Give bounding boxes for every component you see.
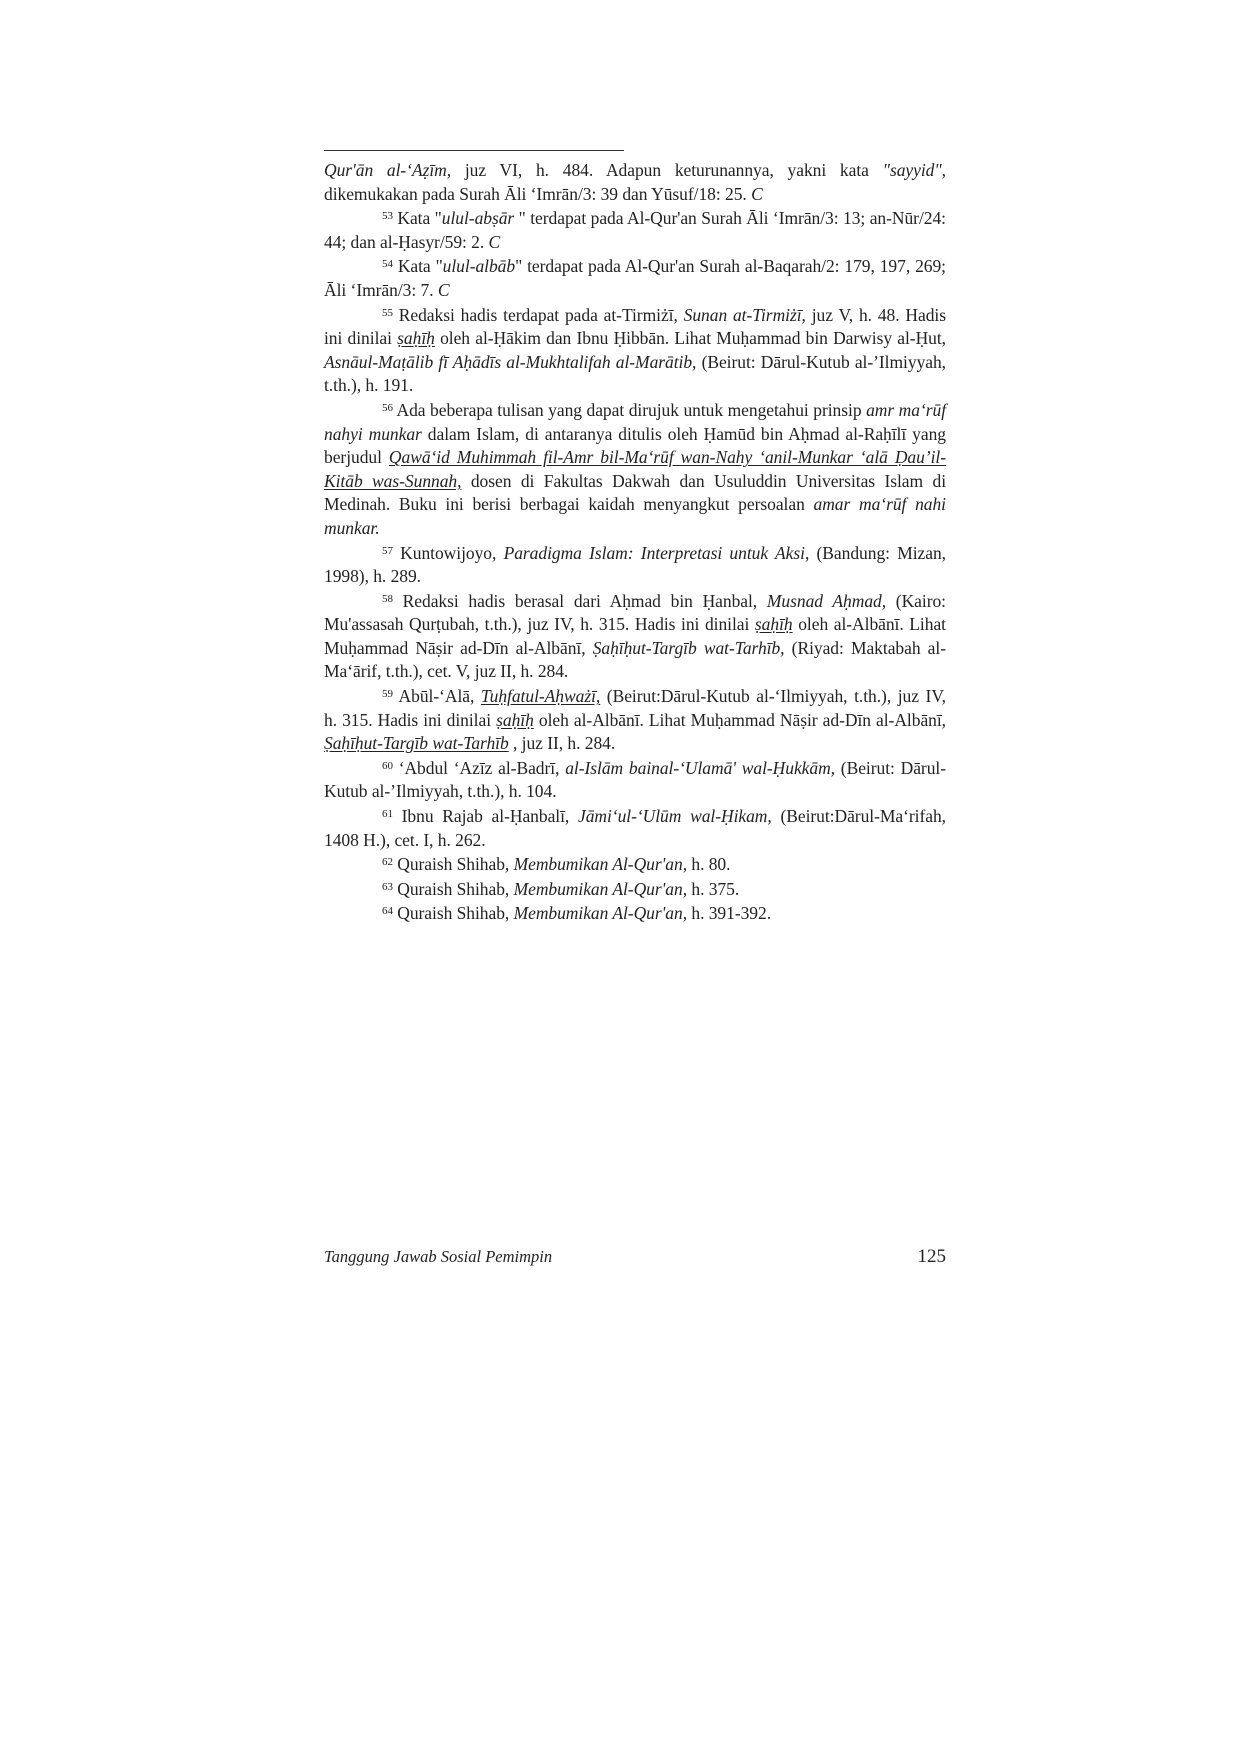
- footnote-number: 64: [382, 905, 393, 918]
- footnote-60: $^{60}$ ‘Abdul ‘Azīz al-Badrī, al-Islām bainal-‘Ulamā' wal-Ḥukkām, (Beirut: Dārul-Kutub al-’Ilmiyyah, t.th.), h. 104.: [324, 757, 946, 802]
- footnote-number: 60: [382, 759, 393, 772]
- footnote-separator: [324, 150, 624, 151]
- footnote-number: 62: [382, 856, 393, 869]
- footnote-number: 56: [382, 401, 393, 414]
- footnote-55: $^{55}$ Redaksi hadis terdapat pada at-Tirmiżī, Sunan at-Tirmiżī, juz V, h. 48. Hadis ini dinilai ṣaḥīḥ oleh al-Ḥākim dan Ibnu Ḥibbān. Lihat Muḥammad bin Darwisy al-Ḥut, Asnāul-Maṭālib fī Aḥādīs al-Mukhtalifah al-Marātib, (Beirut: Dārul-Kutub al-’Ilmiyyah, t.th.), h. 191.: [324, 304, 947, 396]
- footnote-number: 57: [382, 544, 393, 557]
- footnote-number: 58: [382, 592, 393, 605]
- footnote-64: $^{64}$ Quraish Shihab, Membumikan Al-Qur'an, h. 391-392.: [382, 903, 772, 924]
- footnote-63: $^{63}$ Quraish Shihab, Membumikan Al-Qur'an, h. 375.: [382, 878, 740, 899]
- footnote-62: $^{62}$ Quraish Shihab, Membumikan Al-Qur'an, h. 80.: [382, 854, 731, 875]
- footnote-number: 61: [382, 808, 393, 821]
- footnote-61: $^{61}$ Ibnu Rajab al-Ḥanbalī, Jāmi‘ul-‘Ulūm wal-Ḥikam, (Beirut:Dārul-Ma‘rifah, 1408 H.), cet. I, h. 262.: [324, 806, 946, 850]
- footnote-54: $^{54}$ Kata "ulul-albāb" terdapat pada Al-Qur'an Surah al-Baqarah/2: 179, 197, 269; Āli ‘Imrān/3: 7. C: [324, 256, 946, 300]
- footnote-number: 55: [382, 306, 393, 319]
- footnote-59: $^{59}$ Abūl-‘Alā, Tuḥfatul-Aḥważī, (Beirut:Dārul-Kutub al-‘Ilmiyyah, t.th.), juz IV, h. 315. Hadis ini dinilai ṣaḥīḥ oleh al-Albānī. Lihat Muḥammad Nāṣir ad-Dīn al-Albānī, Ṣaḥīḥut-Targīb wat-Tarhīb , juz II, h. 284.: [324, 686, 946, 754]
- footnote-58: $^{58}$ Redaksi hadis berasal dari Aḥmad bin Ḥanbal, Musnad Aḥmad, (Kairo: Mu'assasah Qurṭubah, t.th.), juz IV, h. 315. Hadis ini dinilai ṣaḥīḥ oleh al-Albānī. Lihat Muḥammad Nāṣir ad-Dīn al-Albānī, Ṣaḥīḥut-Targīb wat-Tarhīb, (Riyad: Maktabah al-Ma‘ārif, t.th.), cet. V, juz II, h. 284.: [324, 590, 946, 682]
- footnotes-section: [324, 150, 946, 926]
- footnote-number: 63: [382, 880, 393, 893]
- footnote-57: $^{57}$ Kuntowijoyo, Paradigma Islam: Interpretasi untuk Aksi, (Bandung: Mizan, 1998), h. 289.: [324, 542, 946, 587]
- footnote-number: 54: [382, 258, 393, 271]
- page-footer: [324, 1246, 946, 1268]
- footnote-continuation: Qur'ān al-‘Aẓīm, juz VI, h. 484. Adapun keturunannya, yakni kata "sayyid", dikemukakan pada Surah Āli ‘Imrān/3: 39 dan Yūsuf/18: 25. C: [324, 160, 946, 204]
- page-number: 125: [917, 1246, 946, 1267]
- footnote-number: 59: [382, 688, 393, 701]
- footnote-number: 53: [382, 210, 393, 223]
- running-title: Tanggung Jawab Sosial Pemimpin: [324, 1247, 553, 1266]
- footnote-56: $^{56}$ Ada beberapa tulisan yang dapat dirujuk untuk mengetahui prinsip amr ma‘rūf nahyi munkar dalam Islam, di antaranya ditulis oleh Ḥamūd bin Aḥmad al-Raḥīlī yang berjudul Qawā‘id Muhimmah fil-Amr bil-Ma‘rūf wan-Nahy ‘anil-Munkar ‘alā Ḍau’il-Kitāb was-Sunnah, dosen di Fakultas Dakwah dan Usuluddin Universitas Islam di Medinah. Buku ini berisi berbagai kaidah menyangkut persoalan amar ma‘rūf nahi munkar.: [324, 399, 947, 538]
- footnote-53: $^{53}$ Kata "ulul-abṣār " terdapat pada Al-Qur'an Surah Āli ‘Imrān/3: 13; an-Nūr/24: 44; dan al-Ḥasyr/59: 2. C: [324, 208, 946, 252]
